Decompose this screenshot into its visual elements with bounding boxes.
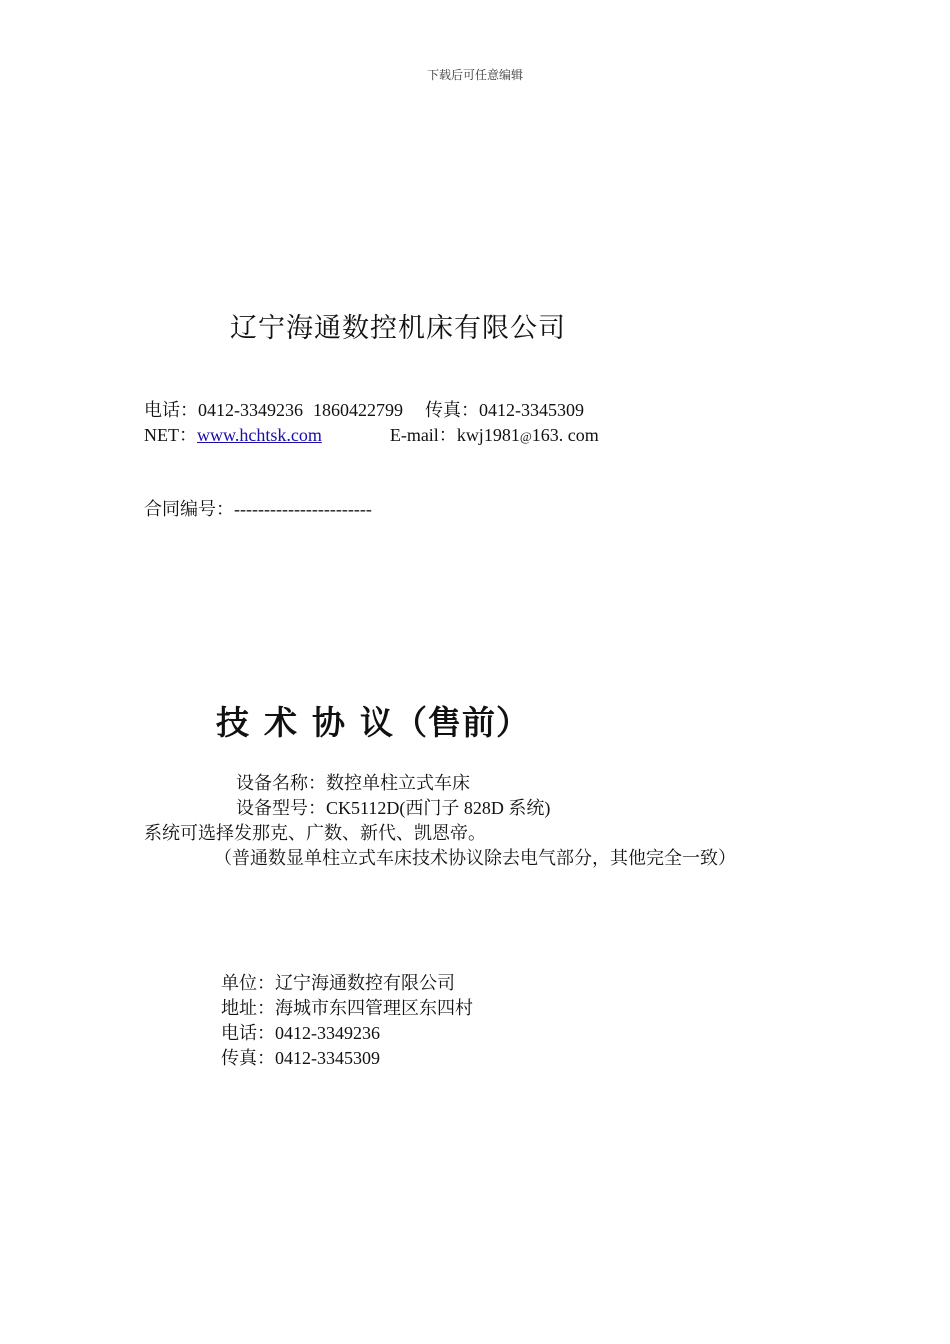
footer-unit-line [221, 971, 455, 995]
contract-label: 合同编号： [144, 499, 234, 519]
footer-phone-label: 电话： [221, 1023, 275, 1043]
system-option: 系统可选择发那克、广数、新代、凯恩帝。 [144, 823, 486, 843]
equipment-name-label: 设备名称： [236, 773, 326, 793]
title-char-1: 技 [216, 703, 250, 742]
equipment-name: 数控单柱立式车床 [326, 773, 470, 793]
equipment-model-line [236, 796, 550, 820]
mobile-number: 1860422799 [313, 400, 403, 420]
email-label: E-mail： [389, 425, 457, 445]
footer-fax-label: 传真： [221, 1048, 275, 1068]
footer-address-line [221, 996, 473, 1020]
footer-fax-line [221, 1046, 380, 1070]
contact-net-line [144, 423, 599, 449]
title-char-4: 议（售前） [360, 703, 530, 742]
company-name: 辽宁海通数控机床有限公司 [230, 313, 566, 343]
phone-label: 电话： [144, 400, 198, 420]
document-title [216, 697, 530, 744]
net-label: NET： [144, 425, 197, 445]
unit-value: 辽宁海通数控有限公司 [275, 973, 455, 993]
contract-number-line [144, 497, 372, 521]
unit-label: 单位： [221, 973, 275, 993]
address-label: 地址： [221, 998, 275, 1018]
email-domain: 163. com [531, 425, 599, 445]
footer-fax-value: 0412-3345309 [275, 1048, 380, 1068]
footer-phone-value: 0412-3349236 [275, 1023, 380, 1043]
address-value: 海城市东四管理区东四村 [275, 998, 473, 1018]
equipment-model: CK5112D(西门子 828D 系统) [326, 798, 551, 818]
email-user: kwj1981 [456, 425, 520, 445]
equipment-note: （普通数显单柱立式车床技术协议除去电气部分，其他完全一致） [214, 848, 736, 868]
equipment-model-label: 设备型号： [236, 798, 326, 818]
footer-phone-line [221, 1021, 380, 1045]
contact-phone-line [144, 398, 584, 422]
contract-value: ----------------------- [234, 499, 372, 519]
header-note: 下载后可任意编辑 [426, 68, 523, 82]
title-char-2: 术 [264, 703, 298, 742]
equipment-name-line [236, 771, 470, 795]
website-link[interactable]: www.hchtsk.com [197, 425, 322, 445]
email-at-sign: @ [519, 429, 532, 444]
title-char-3: 协 [312, 703, 346, 742]
fax-label: 传真： [425, 400, 479, 420]
phone-number: 0412-3349236 [198, 400, 303, 420]
fax-number: 0412-3345309 [479, 400, 584, 420]
